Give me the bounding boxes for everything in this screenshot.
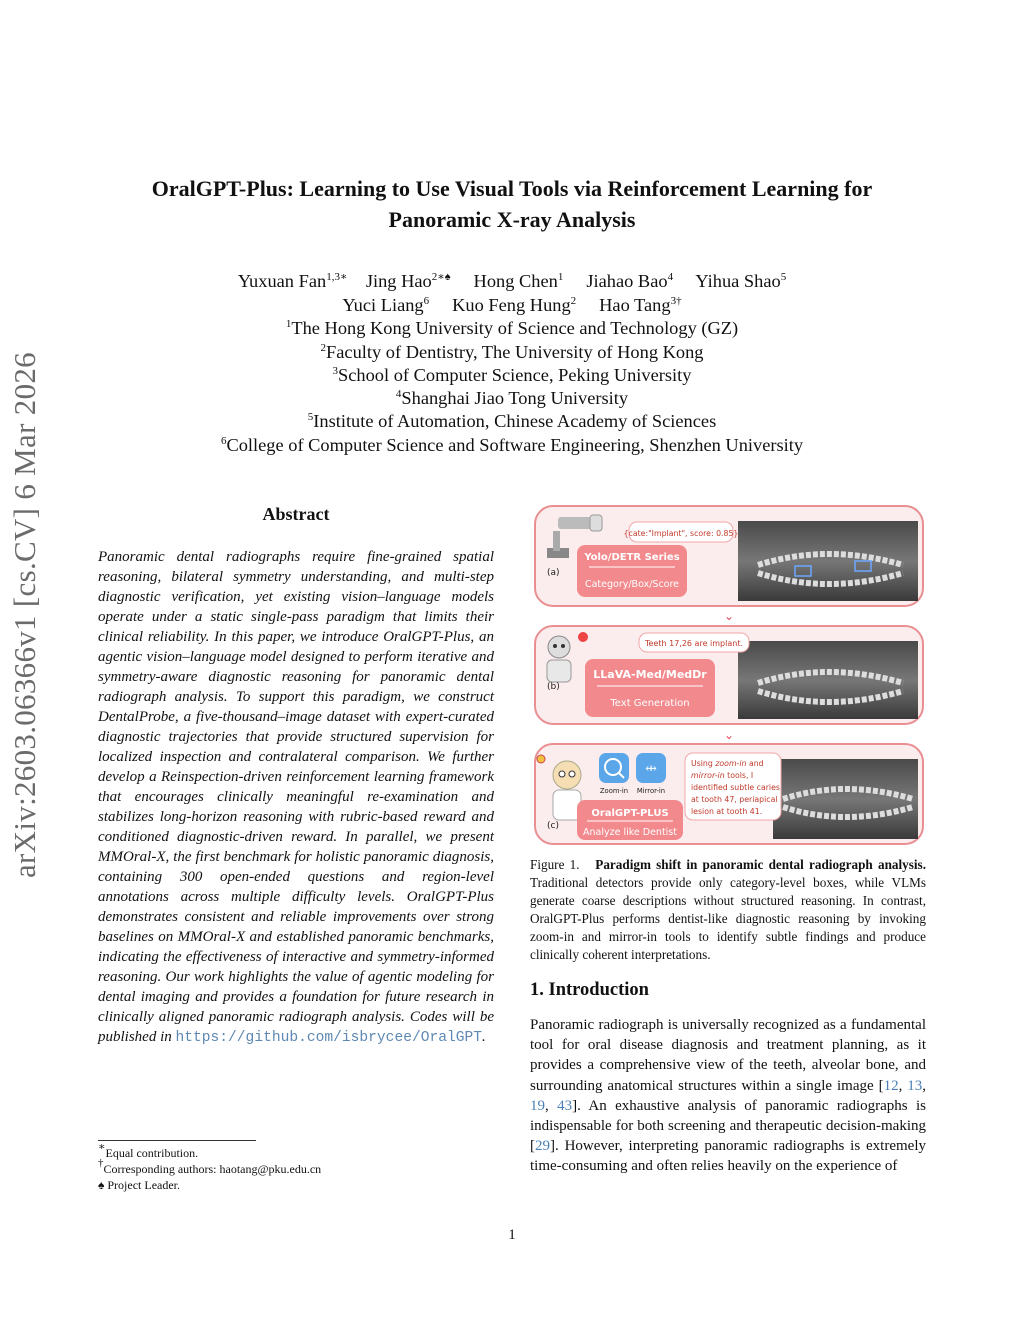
- page-number: 1: [508, 1227, 516, 1243]
- xray-image: [773, 759, 918, 839]
- paper-title: [80, 173, 944, 235]
- model-c-output: Analyze like Dentist: [583, 827, 677, 838]
- model-a-name: Yolo/DETR Series: [584, 552, 680, 563]
- footnotes: [98, 1141, 498, 1193]
- caption-title: Paradigm shift in panoramic dental radiograph analysis.: [595, 857, 926, 872]
- arrow-down-icon: ⌄: [723, 609, 735, 623]
- author: Kuo Feng Hung$^2$: [452, 295, 577, 315]
- affiliation: $^2$Faculty of Dentistry, The University of Hong Kong: [320, 342, 704, 362]
- intro-paragraph: Panoramic radiograph is universally recognized as a fundamental tool for oral disease diagnosis and treatment planning, as it provides a comprehensive view of the teeth, alveolar bone, and surrounding anatomical structures within a single image [12, 13, 19, 43]. An exhaustive analysis of panoramic radiographs is indispensable for both screening and therapeutic decision-making [29]. However, interpreting panoramic radiographs is extremely time-consuming and often relies heavily on the experience of: [530, 1017, 927, 1175]
- figure-1: [533, 503, 925, 848]
- panel-b: [535, 626, 923, 724]
- citation-link[interactable]: 29: [535, 1138, 550, 1155]
- tool-zoom-label: Zoom-in: [599, 787, 629, 795]
- citation-link[interactable]: 13: [907, 1077, 923, 1094]
- arxiv-identifier: arXiv:2603.06366v1 [cs.CV] 6 Mar 2026: [7, 352, 42, 878]
- abstract-heading: Abstract: [262, 504, 330, 524]
- bubble-c-line: mirror-in tools, I: [691, 771, 754, 780]
- tool-mirror-label: Mirror-in: [636, 787, 666, 795]
- footnote: ♠ Project Leader.: [98, 1178, 181, 1192]
- footnote-rule: [98, 1140, 256, 1141]
- affiliation: $^5$Institute of Automation, Chinese Academy of Sciences: [307, 411, 717, 431]
- author: Jiahao Bao$^4$: [586, 271, 674, 291]
- panel-a: [535, 506, 923, 606]
- caption-label: Figure 1.: [530, 857, 580, 872]
- section-heading: 1. Introduction: [530, 980, 649, 1000]
- panel-a-label: (a): [547, 568, 560, 578]
- arrow-down-icon: ⌄: [723, 728, 735, 742]
- citation-link[interactable]: 19: [530, 1097, 545, 1114]
- caption-text: Traditional detectors provide only category-level boxes, while VLMs generate coarse descriptions without structured reasoning. In contrast, OralGPT-Plus performs dentist-like diagnostic reasoning by invoking zoom-in and mirror-in tools to identify subtle findings and produce clinically coherent interpretations.: [530, 875, 926, 962]
- authors-line-2: [80, 295, 944, 316]
- model-b-output: Text Generation: [610, 698, 690, 709]
- author: Yuci Liang$^6$: [342, 295, 430, 315]
- author: Jing Hao$^{2∗♠}$: [365, 271, 451, 291]
- author: Hao Tang$^{3\dagger}$: [599, 295, 682, 315]
- author: Yihua Shao$^5$: [695, 271, 787, 291]
- bubble-c-line: identified subtle caries: [691, 783, 780, 792]
- affiliation: $^1$The Hong Kong University of Science and Technology (GZ): [285, 318, 739, 338]
- affiliation: $^3$School of Computer Science, Peking University: [332, 365, 692, 385]
- authors-line-1: [80, 271, 944, 292]
- panel-b-label: (b): [547, 682, 560, 692]
- affiliation: $^4$Shanghai Jiao Tong University: [395, 388, 629, 408]
- bubble-b-text: Teeth 17,26 are implant.: [644, 639, 744, 648]
- author: Yuxuan Fan$^{1,3∗}$: [237, 271, 348, 291]
- title-line-2: Panoramic X-ray Analysis: [388, 207, 636, 232]
- author: Hong Chen$^1$: [473, 271, 564, 291]
- model-a-output: Category/Box/Score: [584, 579, 680, 590]
- footnote: ∗Equal contribution.: [98, 1141, 199, 1160]
- bubble-c-line: lesion at tooth 41.: [691, 807, 763, 816]
- model-b-name: LLaVA-Med/MedDr: [593, 668, 707, 681]
- affiliation: $^6$College of Computer Science and Software Engineering, Shenzhen University: [220, 435, 804, 455]
- footnote: †Corresponding authors: haotang@pku.edu.cn: [98, 1157, 322, 1176]
- bubble-a-text: {cate:"Implant", score: 0.85}: [623, 529, 739, 538]
- title-line-1: OralGPT-Plus: Learning to Use Visual Tools via Reinforcement Learning for: [151, 176, 873, 201]
- panel-c-label: (c): [547, 821, 559, 831]
- bubble-c-line: Using zoom-in and: [691, 759, 764, 768]
- abstract-body: Panoramic dental radiographs require fine-grained spatial reasoning, bilateral symmetry understanding, and multi-step diagnostic verification, yet existing vision–language models operate under a static single-pass paradigm that limits their clinical reliability. In this paper, we introduce OralGPT-Plus, an agentic vision–language model designed to perform iterative and symmetry-aware diagnostic reasoning for panoramic dental radiograph analysis. To support this paradigm, we construct DentalProbe, a five-thousand–image dataset with expert-curated diagnostic trajectories that provide structured supervision for localized inspection and contralateral comparison. We further develop a Reinspection-driven reinforcement learning framework that encourages clinically meaningful re-examination and stabilizes long-horizon reasoning with rubric-based reward and conditioned diagnostic-driven reward. In parallel, we present MMOral-X, the first benchmark for holistic panoramic diagnosis, containing 300 open-ended questions and region-level annotations across multiple difficulty levels. OralGPT-Plus demonstrates consistent and reliable improvements over strong baselines on MMOral-X and established panoramic benchmarks, indicating the effectiveness of interactive and symmetry-informed reasoning. Our work highlights the value of agentic modeling for dental imaging and provides a foundation for future research in clinically aligned panoramic radiograph analysis. Codes will be published in https://github.com/isbrycee/OralGPT.: [98, 549, 494, 1046]
- code-link[interactable]: https://github.com/isbrycee/OralGPT: [175, 1030, 483, 1046]
- bubble-c-line: at tooth 47, periapical: [691, 795, 778, 804]
- figure-caption: [530, 856, 926, 964]
- svg-text:⇹: ⇹: [645, 762, 657, 777]
- zoom-in-tool-icon: [599, 753, 629, 783]
- citation-link[interactable]: 12: [883, 1077, 899, 1094]
- model-c-name: OralGPT-PLUS: [591, 808, 669, 819]
- panel-c: [535, 744, 923, 844]
- citation-link[interactable]: 43: [557, 1097, 573, 1114]
